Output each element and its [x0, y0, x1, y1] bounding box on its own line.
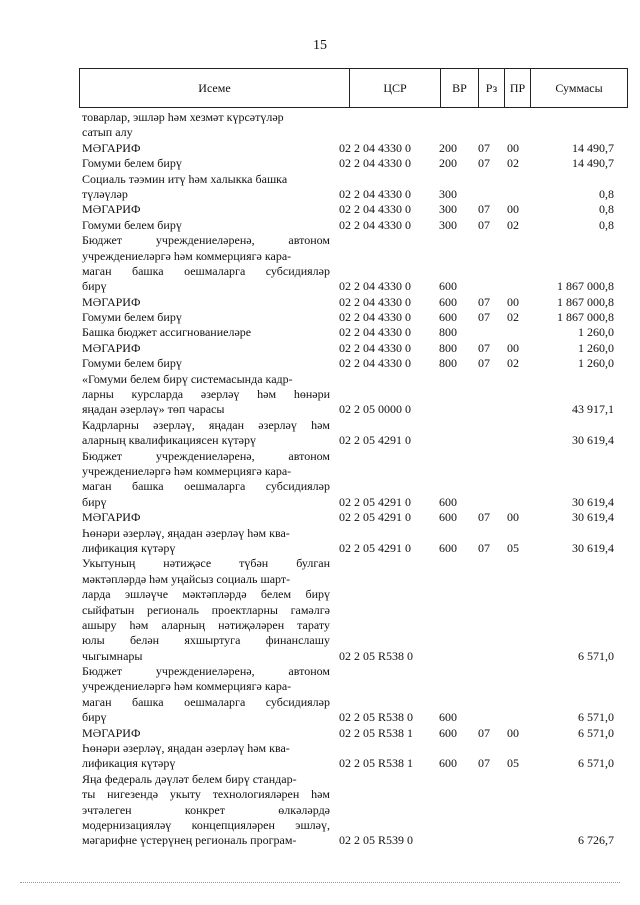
- cell-name: Башка бюджет ассигнованиеләре: [82, 325, 252, 340]
- cell-sum: 30 619,4: [572, 433, 614, 448]
- cell-rz: 07: [478, 217, 490, 232]
- cell-rz: 07: [478, 540, 490, 555]
- cell-rz: 07: [478, 310, 490, 325]
- cell-vr: 800: [439, 325, 457, 340]
- cell-name: Социаль тәэмин итү һәм халыкка башка: [82, 171, 288, 186]
- table-row: [0, 803, 640, 818]
- cell-name: МӘГАРИФ: [82, 140, 141, 155]
- table-row: [0, 449, 640, 464]
- cell-vr: 300: [439, 186, 457, 201]
- cell-name: Бюджет учреждениеләренә, автоном: [82, 233, 330, 248]
- table-row: [0, 556, 640, 571]
- cell-csr: 02 2 04 4330 0: [339, 217, 411, 232]
- cell-rz: 07: [478, 725, 490, 740]
- cell-name: юлы белән яхшыртуга финанслашу: [82, 633, 330, 648]
- table-row: [0, 356, 640, 371]
- cell-vr: 600: [439, 294, 457, 309]
- cell-csr: 02 2 04 4330 0: [339, 156, 411, 171]
- table-row: [0, 572, 640, 587]
- table-row: [0, 310, 640, 325]
- table-row: [0, 233, 640, 248]
- cell-name: чыгымнары: [82, 648, 143, 663]
- table-row: [0, 633, 640, 648]
- cell-name: мәктәпләрдә һәм уңайсыз социаль шарт-: [82, 571, 291, 586]
- cell-name: Бюджет учреждениеләренә, автоном: [82, 448, 330, 463]
- cell-vr: 600: [439, 725, 457, 740]
- table-row: [0, 418, 640, 433]
- cell-sum: 0,8: [599, 186, 614, 201]
- cell-pr: 02: [507, 156, 519, 171]
- table-row: [0, 818, 640, 833]
- cell-name: Гомуми белем бирү: [82, 156, 182, 171]
- table-row: [0, 187, 640, 202]
- cell-csr: 02 2 05 4291 0: [339, 510, 411, 525]
- cell-name: Гомуми белем бирү: [82, 217, 182, 232]
- table-row: [0, 141, 640, 156]
- table-row: [0, 695, 640, 710]
- cell-name: модернизацияләү концепцияләрен эшләү,: [82, 817, 330, 832]
- cell-pr: 00: [507, 140, 519, 155]
- cell-rz: 07: [478, 340, 490, 355]
- cell-name: МӘГАРИФ: [82, 202, 141, 217]
- cell-csr: 02 2 05 R538 1: [339, 756, 414, 771]
- cell-vr: 600: [439, 710, 457, 725]
- page-number: 15: [313, 38, 327, 53]
- cell-name: сыйфатын региональ проектларны гамәлгә: [82, 602, 330, 617]
- cell-vr: 200: [439, 156, 457, 171]
- header-pr: ПР: [505, 69, 531, 107]
- header-rz: Рз: [479, 69, 505, 107]
- cell-rz: 07: [478, 756, 490, 771]
- table-row: [0, 218, 640, 233]
- table-row: [0, 249, 640, 264]
- cell-name: эчтәлеген конкрет өлкәләрдә: [82, 802, 330, 817]
- cell-name: «Гомуми белем бирү системасында кадр-: [82, 371, 293, 386]
- cell-name: МӘГАРИФ: [82, 340, 141, 355]
- cell-pr: 00: [507, 294, 519, 309]
- table-row: [0, 479, 640, 494]
- cell-csr: 02 2 05 4291 0: [339, 494, 411, 509]
- cell-rz: 07: [478, 510, 490, 525]
- cell-csr: 02 2 05 R538 1: [339, 725, 414, 740]
- cell-csr: 02 2 05 4291 0: [339, 433, 411, 448]
- cell-name: мәгарифне үстерүнең региональ програм-: [82, 833, 297, 848]
- table-row: [0, 464, 640, 479]
- cell-pr: 02: [507, 356, 519, 371]
- table-row: [0, 387, 640, 402]
- cell-name: учреждениеләргә һәм коммерциягә кара-: [82, 679, 292, 694]
- cell-vr: 600: [439, 540, 457, 555]
- cell-name: маган башка оешмаларга субсидияләр: [82, 694, 330, 709]
- cell-csr: 02 2 04 4330 0: [339, 340, 411, 355]
- cell-pr: 05: [507, 540, 519, 555]
- cell-csr: 02 2 04 4330 0: [339, 294, 411, 309]
- table-body: [0, 110, 640, 849]
- table-row: [0, 787, 640, 802]
- cell-vr: 300: [439, 217, 457, 232]
- table-row: [0, 526, 640, 541]
- table-header: [79, 68, 628, 108]
- cell-sum: 30 619,4: [572, 494, 614, 509]
- header-sum: Суммасы: [555, 81, 603, 95]
- cell-name: Гомуми белем бирү: [82, 310, 182, 325]
- cell-rz: 07: [478, 202, 490, 217]
- cell-sum: 1 867 000,8: [557, 310, 614, 325]
- table-row: [0, 433, 640, 448]
- cell-csr: 02 2 05 R538 0: [339, 648, 414, 663]
- table-row: [0, 110, 640, 125]
- cell-pr: 00: [507, 510, 519, 525]
- cell-name: ларны курсларда әзерләү һәм һөнәри: [82, 387, 330, 402]
- cell-sum: 1 260,0: [578, 340, 614, 355]
- cell-vr: 600: [439, 756, 457, 771]
- cell-csr: 02 2 04 4330 0: [339, 325, 411, 340]
- cell-sum: 6 571,0: [578, 710, 614, 725]
- cell-pr: 00: [507, 340, 519, 355]
- table-row: [0, 756, 640, 771]
- cell-vr: 300: [439, 202, 457, 217]
- cell-name: МӘГАРИФ: [82, 725, 141, 740]
- cell-sum: 1 867 000,8: [557, 294, 614, 309]
- header-name: Исеме: [80, 69, 350, 107]
- cell-name: ларда эшләүче мәктәпләрдә белем бирү: [82, 587, 330, 602]
- cell-sum: 1 867 000,8: [557, 279, 614, 294]
- cell-csr: 02 2 04 4330 0: [339, 202, 411, 217]
- table-row: [0, 510, 640, 525]
- cell-name: ты нигезендә укыту технологияләрен һәм: [82, 787, 330, 802]
- cell-name: МӘГАРИФ: [82, 510, 141, 525]
- cell-sum: 14 490,7: [572, 140, 614, 155]
- cell-sum: 14 490,7: [572, 156, 614, 171]
- table-row: [0, 125, 640, 140]
- table-row: [0, 618, 640, 633]
- cell-sum: 6 571,0: [578, 725, 614, 740]
- table-row: [0, 402, 640, 417]
- cell-vr: 600: [439, 494, 457, 509]
- footer-divider: [20, 882, 620, 883]
- cell-sum: 30 619,4: [572, 510, 614, 525]
- cell-rz: 07: [478, 294, 490, 309]
- table-row: [0, 341, 640, 356]
- cell-sum: 43 917,1: [572, 402, 614, 417]
- cell-csr: 02 2 05 R539 0: [339, 833, 414, 848]
- table-row: [0, 664, 640, 679]
- cell-pr: 05: [507, 756, 519, 771]
- cell-vr: 800: [439, 356, 457, 371]
- cell-name: МӘГАРИФ: [82, 294, 141, 309]
- cell-name: Бюджет учреждениеләренә, автоном: [82, 664, 330, 679]
- cell-csr: 02 2 04 4330 0: [339, 356, 411, 371]
- cell-name: сатып алу: [82, 125, 133, 140]
- cell-csr: 02 2 05 0000 0: [339, 402, 411, 417]
- table-row: [0, 279, 640, 294]
- cell-name: учреждениеләргә һәм коммерциягә кара-: [82, 248, 292, 263]
- cell-name: маган башка оешмаларга субсидияләр: [82, 263, 330, 278]
- cell-name: Һөнәри әзерләү, яңадан әзерләү һәм ква-: [82, 525, 290, 540]
- cell-sum: 6 726,7: [578, 833, 614, 848]
- header-csr: ЦСР: [350, 69, 441, 107]
- cell-sum: 6 571,0: [578, 756, 614, 771]
- cell-name: Укытуның нәтиҗәсе түбән булган: [82, 556, 330, 571]
- cell-csr: 02 2 04 4330 0: [339, 310, 411, 325]
- cell-vr: 200: [439, 140, 457, 155]
- cell-name: бирү: [82, 710, 107, 725]
- cell-name: Һөнәри әзерләү, яңадан әзерләү һәм ква-: [82, 741, 290, 756]
- cell-pr: 02: [507, 217, 519, 232]
- table-row: [0, 587, 640, 602]
- header-vr: ВР: [441, 69, 479, 107]
- cell-name: бирү: [82, 279, 107, 294]
- cell-name: Гомуми белем бирү: [82, 356, 182, 371]
- cell-name: ашыру һәм аларның нәтиҗәләрен тарату: [82, 617, 330, 632]
- cell-csr: 02 2 04 4330 0: [339, 186, 411, 201]
- cell-pr: 00: [507, 202, 519, 217]
- cell-pr: 02: [507, 310, 519, 325]
- cell-csr: 02 2 05 4291 0: [339, 540, 411, 555]
- cell-name: маган башка оешмаларга субсидияләр: [82, 479, 330, 494]
- cell-name: товарлар, эшләр һәм хезмәт күрсәтүләр: [82, 110, 284, 124]
- table-row: [0, 649, 640, 664]
- cell-name: түләүләр: [82, 186, 128, 201]
- cell-csr: 02 2 04 4330 0: [339, 140, 411, 155]
- cell-name: бирү: [82, 494, 107, 509]
- table-row: [0, 325, 640, 340]
- cell-sum: 1 260,0: [578, 356, 614, 371]
- table-row: [0, 264, 640, 279]
- cell-csr: 02 2 04 4330 0: [339, 279, 411, 294]
- cell-vr: 600: [439, 510, 457, 525]
- cell-sum: 0,8: [599, 202, 614, 217]
- table-row: [0, 541, 640, 556]
- cell-sum: 30 619,4: [572, 540, 614, 555]
- cell-rz: 07: [478, 156, 490, 171]
- cell-csr: 02 2 05 R538 0: [339, 710, 414, 725]
- cell-vr: 800: [439, 340, 457, 355]
- table-row: [0, 833, 640, 848]
- cell-pr: 00: [507, 725, 519, 740]
- table-row: [0, 679, 640, 694]
- table-row: [0, 741, 640, 756]
- table-row: [0, 156, 640, 171]
- table-row: [0, 726, 640, 741]
- cell-rz: 07: [478, 356, 490, 371]
- table-row: [0, 295, 640, 310]
- table-row: [0, 710, 640, 725]
- cell-sum: 0,8: [599, 217, 614, 232]
- cell-name: учреждениеләргә һәм коммерциягә кара-: [82, 463, 292, 478]
- cell-rz: 07: [478, 140, 490, 155]
- table-row: [0, 202, 640, 217]
- table-row: [0, 372, 640, 387]
- table-row: [0, 772, 640, 787]
- table-row: [0, 603, 640, 618]
- cell-name: Кадрларны әзерләү, яңадан әзерләү һәм: [82, 417, 330, 432]
- cell-sum: 1 260,0: [578, 325, 614, 340]
- cell-name: лификация күтәрү: [82, 540, 176, 555]
- cell-name: яңадан әзерләү» төп чарасы: [82, 402, 225, 417]
- cell-vr: 600: [439, 279, 457, 294]
- table-row: [0, 495, 640, 510]
- cell-name: аларның квалификациясен күтәрү: [82, 433, 256, 448]
- cell-vr: 600: [439, 310, 457, 325]
- table-row: [0, 172, 640, 187]
- cell-sum: 6 571,0: [578, 648, 614, 663]
- cell-name: Яңа федераль дәүләт белем бирү стандар-: [82, 771, 297, 786]
- cell-name: лификация күтәрү: [82, 756, 176, 771]
